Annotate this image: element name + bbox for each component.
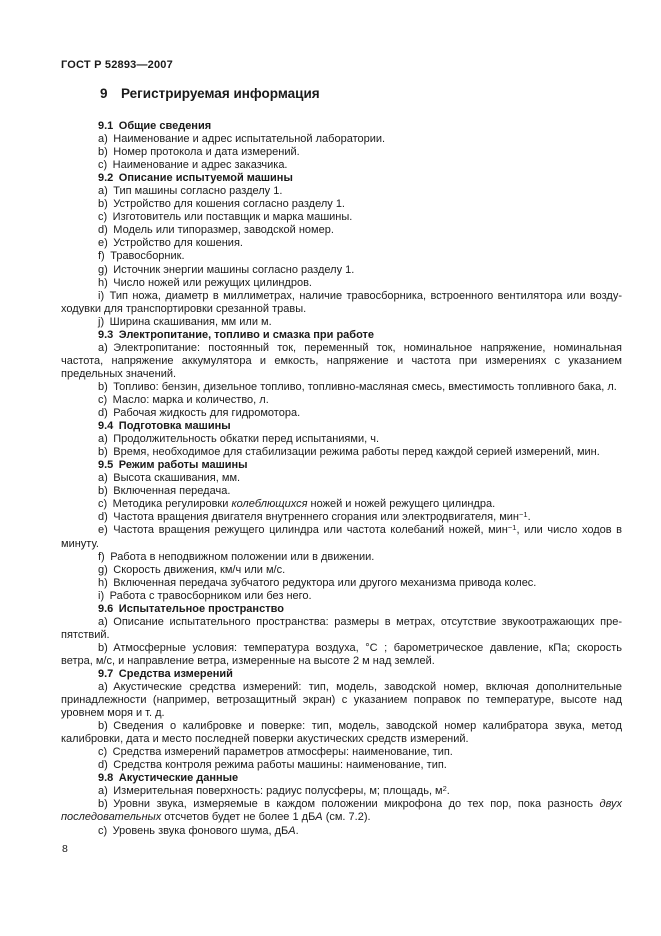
document-body bbox=[61, 120, 622, 838]
list-item: a) Тип машины согласно разделу 1. bbox=[98, 185, 283, 198]
subsection-heading: 9.6 Испытательное пространство bbox=[98, 602, 284, 615]
list-item: b) Атмосферные условия: температура воздуха, °С ; барометрическое давление, кПа; скорость ветра, м/с, и направление ветра, измеренные на высоте 2 м над землей. bbox=[61, 641, 622, 667]
list-item: b) Время, необходимое для стабилизации режима работы перед каждой серией измерений, мин. bbox=[98, 446, 600, 459]
section-title: 9 Регистрируемая информация bbox=[100, 86, 320, 101]
list-item: b) Включенная передача. bbox=[98, 485, 231, 498]
list-item: a) Наименование и адрес испытательной лаборатории. bbox=[98, 133, 386, 146]
list-item: a) Высота скашивания, мм. bbox=[98, 472, 241, 485]
list-item: c) Методика регулировки колеблющихся ножей и ножей режущего цилиндра. bbox=[98, 498, 496, 511]
list-item: g) Источник энергии машины согласно разделу 1. bbox=[98, 263, 355, 276]
subsection-heading: 9.4 Подготовка машины bbox=[98, 420, 231, 433]
subsection-heading: 9.2 Описание испытуемой машины bbox=[98, 172, 293, 185]
list-item: b) Номер протокола и дата измерений. bbox=[98, 146, 300, 159]
list-item: h) Включенная передача зубчатого редуктора или другого механизма привода колес. bbox=[98, 576, 537, 589]
list-item: b) Уровни звука, измеряемые в каждом положении микрофона до тех пор, пока разность двух последовательных отсчетов будет не более 1 дБА (см. 7.2). bbox=[61, 798, 622, 824]
subsection-heading: 9.8 Акустические данные bbox=[98, 772, 239, 785]
list-item: d) Рабочая жидкость для гидромотора. bbox=[98, 407, 301, 420]
subsection-heading: 9.3 Электропитание, топливо и смазка при работе bbox=[98, 328, 375, 341]
list-item: f) Работа в неподвижном положении или в движении. bbox=[98, 550, 375, 563]
list-item: c) Уровень звука фонового шума, дБА. bbox=[98, 824, 299, 837]
list-item: a) Измерительная поверхность: радиус полусферы, м; площадь, $м^2$. bbox=[98, 784, 450, 798]
list-item: c) Средства измерений параметров атмосферы: наименование, тип. bbox=[98, 746, 453, 759]
list-item: c) Изготовитель или поставщик и марка машины. bbox=[98, 211, 353, 224]
list-item: c) Наименование и адрес заказчика. bbox=[98, 159, 288, 172]
list-item: d) Частота вращения двигателя внутреннего сгорания или электродвигателя, мин$^{-1}$. bbox=[98, 510, 531, 524]
list-item: a) Продолжительность обкатки перед испытаниями, ч. bbox=[98, 433, 379, 446]
list-item: f) Травосборник. bbox=[98, 250, 185, 263]
page-number: 8 bbox=[62, 843, 68, 855]
subsection-heading: 9.7 Средства измерений bbox=[98, 667, 233, 680]
list-item: a) Электропитание: постоянный ток, переменный ток, номинальное напряжение, номинальная частота, напряжение аккумулятора и емкость, напряжение и частота при измерениях с указанием предельных значений. bbox=[61, 341, 622, 380]
subsection-heading: 9.5 Режим работы машины bbox=[98, 459, 248, 472]
list-item: i) Работа с травосборником или без него. bbox=[98, 589, 312, 602]
list-item: b) Топливо: бензин, дизельное топливо, топливно-масляная смесь, вместимость топливного бака, л. bbox=[98, 380, 617, 393]
subsection-heading: 9.1 Общие сведения bbox=[98, 120, 212, 132]
list-item: b) Сведения о калибровке и поверке: тип, модель, заводской номер калибратора звука, метод калибровки, дата и место последней поверки акустических средств измерений. bbox=[61, 720, 622, 746]
list-item: b) Устройство для кошения согласно разделу 1. bbox=[98, 198, 345, 211]
list-item: d) Средства контроля режима работы машины: наименование, тип. bbox=[98, 759, 447, 772]
list-item: a) Описание испытательного пространства: размеры в метрах, отсутствие звукоотражающих препятствий. bbox=[61, 615, 622, 641]
list-item: i) Тип ножа, диаметр в миллиметрах, наличие травосборника, встроенного вентилятора или воздуходувки для транспортировки срезанной травы. bbox=[61, 289, 622, 315]
list-item: e) Устройство для кошения. bbox=[98, 237, 243, 250]
doc-number: ГОСТ Р 52893—2007 bbox=[61, 59, 173, 71]
list-item: c) Масло: марка и количество, л. bbox=[98, 393, 269, 406]
list-item: a) Акустические средства измерений: тип, модель, заводской номер, включая дополнительные принадлежности (например, ветрозащитный экран) с указанием поправок по температуре, высоте над уровнем моря и т. д. bbox=[61, 681, 622, 720]
list-item: e) Частота вращения режущего цилиндра или частота колебаний ножей, мин$^{-1}$, или число ходов в минуту. bbox=[61, 523, 623, 550]
list-item: d) Модель или типоразмер, заводской номер. bbox=[98, 224, 334, 237]
list-item: h) Число ножей или режущих цилиндров. bbox=[98, 276, 312, 289]
list-item: j) Ширина скашивания, мм или м. bbox=[98, 315, 272, 328]
list-item: g) Скорость движения, км/ч или м/с. bbox=[98, 563, 286, 576]
